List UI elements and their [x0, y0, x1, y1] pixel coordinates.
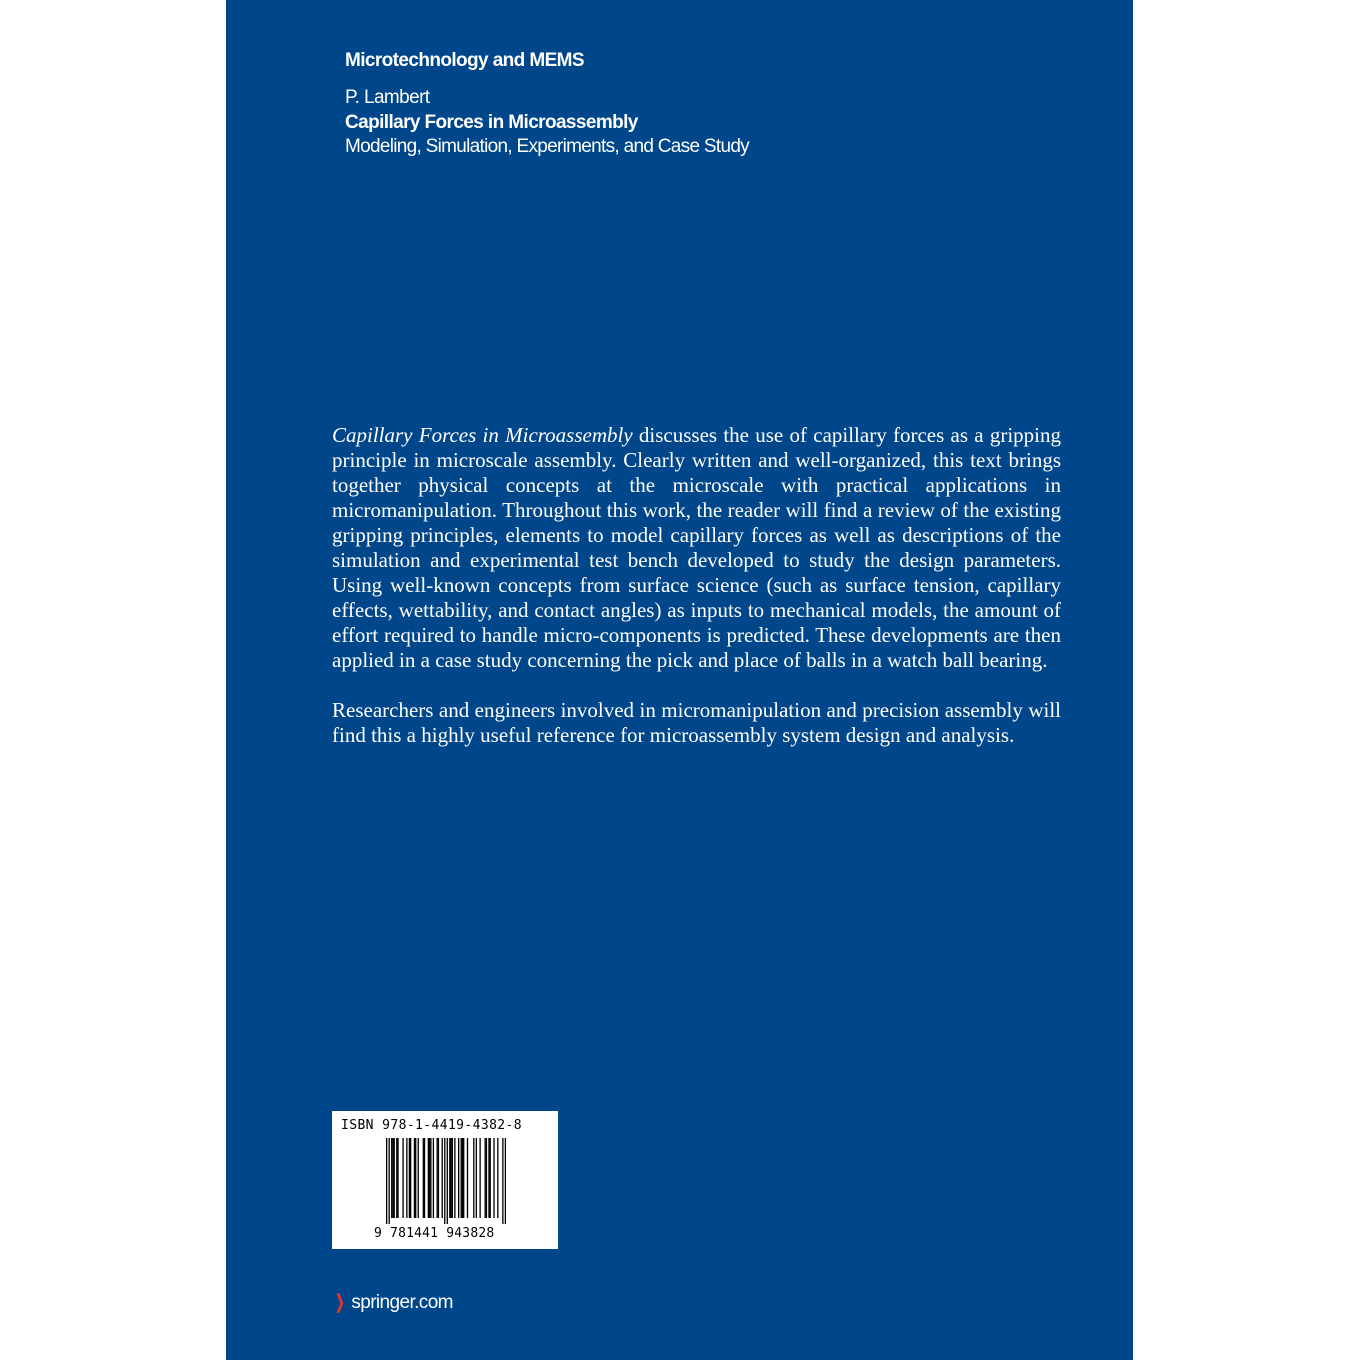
barcode-bar [458, 1138, 459, 1218]
barcode-bar [447, 1138, 448, 1224]
author-name: P. Lambert [345, 87, 430, 108]
book-back-cover [226, 0, 1133, 1360]
barcode-bar [414, 1138, 415, 1218]
barcode-bar [391, 1138, 392, 1218]
barcode-bar [397, 1138, 398, 1218]
isbn-barcode [332, 1111, 558, 1249]
barcode-bar [442, 1138, 443, 1218]
barcode-bar [415, 1138, 416, 1218]
chevron-right-icon: ❯ [335, 1292, 345, 1313]
series-name: Microtechnology and MEMS [345, 50, 584, 71]
barcode-bar [406, 1138, 407, 1218]
barcode-bar [433, 1138, 434, 1218]
barcode-bar [490, 1138, 491, 1218]
barcode-bar [424, 1138, 425, 1218]
blurb-paragraph-1 [332, 423, 1061, 673]
barcode-bar [392, 1138, 393, 1218]
barcode-bar [486, 1138, 487, 1218]
book-subtitle: Modeling, Simulation, Experiments, and Case Study [345, 136, 749, 157]
barcode-bar [394, 1138, 395, 1218]
barcode-bar [493, 1138, 494, 1218]
barcode-bar [473, 1138, 474, 1218]
barcode-bar [449, 1138, 450, 1218]
blurb-paragraph-1-text: discusses the use of capillary forces as a gripping principle in microscale assembly. Clearly written and well-organized, this text brings together physical concepts at the microscale with practical applications in micromanipulation. Throughout this work, the reader will find a review of the existing gripping principles, elements to model capillary forces as well as descriptions of the simulation and experimental test bench developed to study the design parameters. Using well-known concepts from surface science (such as surface tension, capillary effects, wettability, and contact angles) as inputs to mechanical models, the amount of effort required to handle micro-components is predicted. These developments are then applied in a case study concerning the pick and place of balls in a watch ball bearing. [332, 423, 1061, 672]
barcode-bar [429, 1138, 430, 1218]
barcode-bar [467, 1138, 468, 1218]
barcode-bar [396, 1138, 397, 1218]
barcode-bar [463, 1138, 464, 1218]
barcode-bar [462, 1138, 463, 1218]
barcode-bar [409, 1138, 410, 1218]
barcode-bar [488, 1138, 489, 1218]
blurb-title-italic: Capillary Forces in Microassembly [332, 423, 633, 447]
barcode-bar [386, 1138, 387, 1224]
ean-digits: 9 781441 943828 [374, 1226, 495, 1241]
publisher-website[interactable] [332, 1291, 453, 1314]
blurb-paragraph-2: Researchers and engineers involved in micromanipulation and precision assembly will find this a highly useful reference for microassembly system design and analysis. [332, 698, 1061, 747]
barcode-bar [450, 1138, 451, 1218]
barcode-bar [423, 1138, 424, 1218]
website-label: springer.com [351, 1292, 453, 1313]
barcode-bar [410, 1138, 411, 1218]
barcode-bar [502, 1138, 503, 1224]
barcode-bar [461, 1138, 462, 1218]
barcode-bar [402, 1138, 403, 1218]
book-title: Capillary Forces in Microassembly [345, 112, 638, 133]
barcode-bar [497, 1138, 498, 1218]
barcode-bar [505, 1138, 506, 1224]
barcode-bar [418, 1138, 419, 1218]
barcode-bar [452, 1138, 453, 1218]
barcode-bar [479, 1138, 480, 1218]
barcode-bar [485, 1138, 486, 1218]
barcode-bar [444, 1138, 445, 1224]
barcode-bar [454, 1138, 455, 1218]
blurb-text [332, 423, 1061, 748]
barcode-bar [437, 1138, 438, 1218]
barcode-bar [430, 1138, 431, 1218]
barcode-bar [389, 1138, 390, 1224]
isbn-label: ISBN 978-1-4419-4382-8 [341, 1118, 522, 1133]
barcode-bar [438, 1138, 439, 1218]
barcode-bar [476, 1138, 477, 1218]
barcode-bars [386, 1138, 506, 1224]
barcode-bar [428, 1138, 429, 1218]
